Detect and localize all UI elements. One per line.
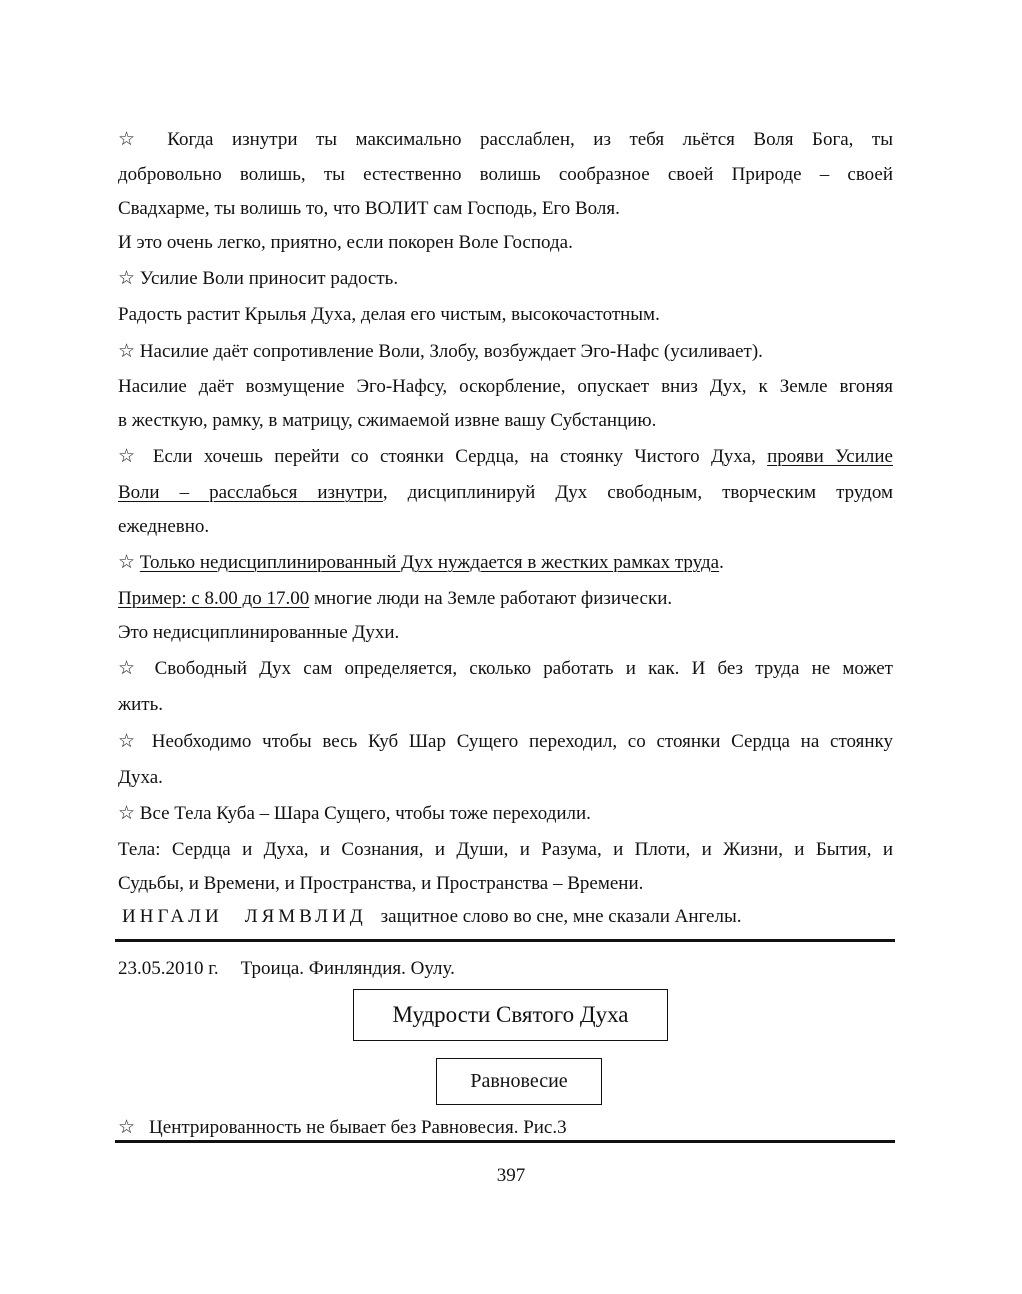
paragraph-7-text: ☆ Если хочешь перейти со стоянки Сердца, на стоянку Чистого Духа, <box>118 446 768 467</box>
place: Троица. Финляндия. Оулу. <box>240 958 455 979</box>
star-icon: ☆ <box>118 1117 136 1138</box>
protective-word-2: ЛЯМВЛИД <box>244 906 367 927</box>
protective-word-1: ИНГАЛИ <box>122 906 223 927</box>
paragraph-14-line-2: Судьбы, и Времени, и Пространства, и Пространства – Времени. <box>118 873 644 894</box>
paragraph-9 <box>118 587 893 611</box>
paragraph-7-underlined: прояви Усилие <box>767 446 893 467</box>
paragraph-12-line-2: Духа. <box>118 767 163 788</box>
divider-bottom <box>115 1140 895 1143</box>
paragraph-8-tail: . <box>719 552 724 573</box>
section-title-box <box>353 989 668 1041</box>
paragraph-1-line-1: ☆ Когда изнутри ты максимально расслаблен, из тебя льётся Воля Бога, ты <box>118 129 893 150</box>
paragraph-4: Радость растит Крылья Духа, делая его чистым, высокочастотным. <box>118 304 660 325</box>
paragraph-7-line-2 <box>118 481 893 505</box>
paragraph-11-line-1: ☆ Свободный Дух сам определяется, сколько работать и как. И без труда не может <box>118 658 893 679</box>
paragraph-5: ☆ Насилие даёт сопротивление Воли, Злобу, возбуждает Эго-Нафс (усиливает). <box>118 341 763 362</box>
paragraph-13: ☆ Все Тела Куба – Шара Сущего, чтобы тоже переходили. <box>118 803 591 824</box>
paragraph-14-line-1: Тела: Сердца и Духа, и Сознания, и Души, и Разума, и Плоти, и Жизни, и Бытия, и <box>118 839 893 860</box>
paragraph-9-text: многие люди на Земле работают физически. <box>309 588 673 609</box>
protective-word-line <box>122 905 897 929</box>
section-subtitle-box <box>436 1058 602 1105</box>
page-number: 397 <box>496 1165 526 1186</box>
dateline <box>118 957 893 981</box>
paragraph-1-line-3: Свадхарме, ты волишь то, что ВОЛИТ сам Господь, Его Воля. <box>118 198 620 219</box>
paragraph-12-line-1: ☆ Необходимо чтобы весь Куб Шар Сущего переходил, со стоянки Сердца на стоянку <box>118 731 893 752</box>
last-line <box>118 1116 893 1140</box>
date: 23.05.2010 г. <box>118 958 219 979</box>
divider-top <box>115 939 895 942</box>
paragraph-6-line-2: в жесткую, рамку, в матрицу, сжимаемой извне вашу Субстанцию. <box>118 410 657 431</box>
paragraph-2: И это очень легко, приятно, если покорен Воле Господа. <box>118 232 573 253</box>
paragraph-6-line-1: Насилие даёт возмущение Эго-Нафсу, оскорбление, опускает вниз Дух, к Земле вгоняя <box>118 376 893 397</box>
paragraph-8 <box>118 551 893 575</box>
paragraph-8-underlined: Только недисциплинированный Дух нуждается в жестких рамках труда <box>139 552 720 573</box>
star-icon: ☆ <box>118 552 140 573</box>
paragraph-11-line-2: жить. <box>118 694 164 715</box>
protective-word-caption: защитное слово во сне, мне сказали Ангелы. <box>380 906 742 927</box>
section-title: Мудрости Святого Духа <box>392 1002 629 1027</box>
section-subtitle: Равновесие <box>470 1070 568 1092</box>
paragraph-7-line-3: ежедневно. <box>118 516 210 537</box>
paragraph-7-underlined-2: Воли – расслабься изнутри <box>118 482 383 503</box>
last-line-text: Центрированность не бывает без Равновесия. Рис.3 <box>149 1117 567 1138</box>
paragraph-3: ☆ Усилие Воли приносит радость. <box>118 268 399 289</box>
paragraph-10: Это недисциплинированные Духи. <box>118 622 400 643</box>
paragraph-9-underlined: Пример: с 8.00 до 17.00 <box>118 588 310 609</box>
paragraph-1-line-2: добровольно волишь, ты естественно волишь сообразное своей Природе – своей <box>118 164 893 185</box>
paragraph-7-text-2: , дисциплинируй Дух свободным, творческим трудом <box>382 482 893 503</box>
paragraph-7-line-1 <box>118 445 893 469</box>
